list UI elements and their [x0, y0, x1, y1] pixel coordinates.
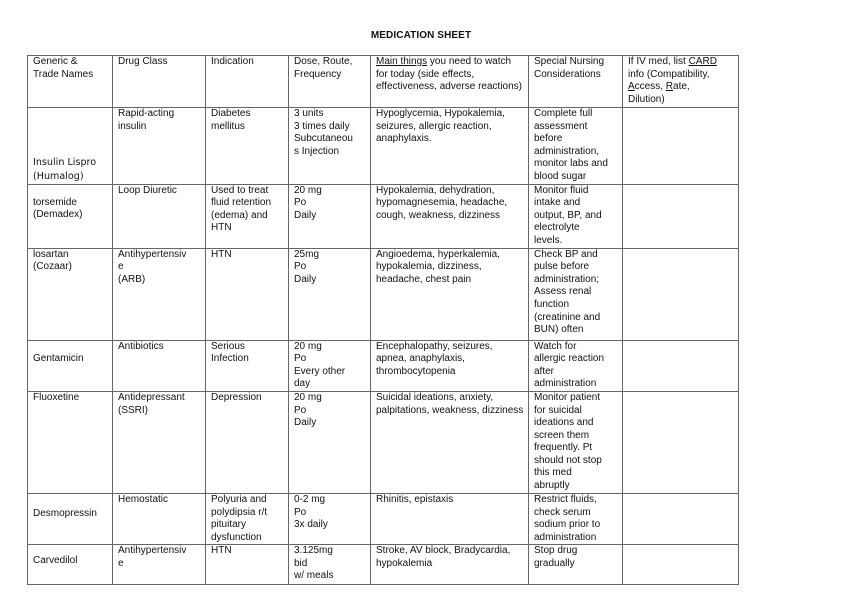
- cell-drug-class: Hemostatic: [113, 493, 206, 544]
- cell-name: Desmopressin: [28, 493, 113, 544]
- cell-watch: Hypoglycemia, Hypokalemia, seizures, allergic reaction, anaphylaxis.: [371, 108, 529, 185]
- header-generic: Generic & Trade Names: [28, 56, 113, 108]
- header-watch: [371, 56, 529, 108]
- header-drug-class: Drug Class: [113, 56, 206, 108]
- cell-dose: 3 units 3 times daily Subcutaneou s Injection: [289, 108, 371, 185]
- cell-dose: 0-2 mg Po 3x daily: [289, 493, 371, 544]
- table-row: [28, 545, 739, 585]
- cell-nursing: Monitor fluid intake and output, BP, and electrolyte levels.: [529, 184, 623, 248]
- cell-dose: 20 mg Po Daily: [289, 184, 371, 248]
- cell-watch: Hypokalemia, dehydration, hypomagnesemia, headache, cough, weakness, dizziness: [371, 184, 529, 248]
- cell-drug-class: Antihypertensiv e: [113, 545, 206, 585]
- cell-watch: Suicidal ideations, anxiety, palpitations, weakness, dizziness: [371, 391, 529, 493]
- cell-drug-class: Antibiotics: [113, 340, 206, 391]
- cell-name: Fluoxetine: [28, 391, 113, 493]
- cell-indication: Diabetes mellitus: [206, 108, 289, 185]
- cell-nursing: Stop drug gradually: [529, 545, 623, 585]
- header-iv-prefix: If IV med, list: [628, 56, 689, 67]
- cell-nursing: Check BP and pulse before administration; Assess renal function (creatinine and BUN) often: [529, 248, 623, 340]
- cell-watch: Stroke, AV block, Bradycardia, hypokalemia: [371, 545, 529, 585]
- cell-dose: 20 mg Po Every other day: [289, 340, 371, 391]
- cell-indication: Used to treat fluid retention (edema) and HTN: [206, 184, 289, 248]
- cell-watch: Angioedema, hyperkalemia, hypokalemia, dizziness, headache, chest pain: [371, 248, 529, 340]
- cell-name: torsemide (Demadex): [28, 184, 113, 248]
- page-title: MEDICATION SHEET: [370, 30, 472, 41]
- cell-indication: HTN: [206, 545, 289, 585]
- header-iv-card: CARD: [688, 56, 717, 67]
- cell-watch: Rhinitis, epistaxis: [371, 493, 529, 544]
- header-iv-info: info (Compatibility,: [628, 68, 710, 80]
- header-indication: Indication: [206, 56, 289, 108]
- table-row: [28, 493, 739, 544]
- header-watch-underlined: Main things: [376, 56, 428, 67]
- cell-iv: [623, 108, 739, 185]
- header-iv: [623, 56, 739, 108]
- cell-iv: [623, 184, 739, 248]
- cell-drug-class: Antidepressant (SSRI): [113, 391, 206, 493]
- header-iv-ate: ate, Dilution): [628, 81, 690, 105]
- cell-indication: Serious Infection: [206, 340, 289, 391]
- cell-nursing: Monitor patient for suicidal ideations and screen them frequently. Pt should not stop this med abruptly: [529, 391, 623, 493]
- cell-iv: [623, 493, 739, 544]
- cell-drug-class: Loop Diuretic: [113, 184, 206, 248]
- cell-nursing: Complete full assessment before administration, monitor labs and blood sugar: [529, 108, 623, 185]
- table-row: [28, 184, 739, 248]
- cell-iv: [623, 545, 739, 585]
- cell-indication: Polyuria and polydipsia r/t pituitary dysfunction: [206, 493, 289, 544]
- cell-dose: 25mg Po Daily: [289, 248, 371, 340]
- header-dose: Dose, Route, Frequency: [289, 56, 371, 108]
- cell-name: Insulin Lispro (Humalog): [28, 108, 113, 185]
- header-nursing: Special Nursing Considerations: [529, 56, 623, 108]
- header-row: [28, 56, 739, 108]
- table-row: [28, 391, 739, 493]
- cell-dose: 3.125mg bid w/ meals: [289, 545, 371, 585]
- cell-name: Carvedilol: [28, 545, 113, 585]
- table-row: [28, 108, 739, 185]
- table-row: [28, 340, 739, 391]
- header-iv-r: R: [665, 81, 674, 93]
- cell-nursing: Restrict fluids, check serum sodium prior to administration: [529, 493, 623, 544]
- cell-watch: Encephalopathy, seizures, apnea, anaphylaxis, thrombocytopenia: [371, 340, 529, 391]
- cell-name: losartan (Cozaar): [28, 248, 113, 340]
- header-iv-a: A: [628, 81, 635, 93]
- cell-iv: [623, 248, 739, 340]
- table-row: [28, 248, 739, 340]
- cell-iv: [623, 391, 739, 493]
- header-watch-rest: you need to watch for today (side effects, effectiveness, adverse reactions): [376, 56, 523, 93]
- cell-nursing: Watch for allergic reaction after administration: [529, 340, 623, 391]
- cell-name: Gentamicin: [28, 340, 113, 391]
- cell-indication: HTN: [206, 248, 289, 340]
- cell-drug-class: Rapid-acting insulin: [113, 108, 206, 185]
- cell-drug-class: Antihypertensiv e (ARB): [113, 248, 206, 340]
- medication-table: [27, 55, 739, 585]
- header-iv-ccess: ccess,: [634, 81, 666, 93]
- cell-indication: Depression: [206, 391, 289, 493]
- cell-iv: [623, 340, 739, 391]
- cell-dose: 20 mg Po Daily: [289, 391, 371, 493]
